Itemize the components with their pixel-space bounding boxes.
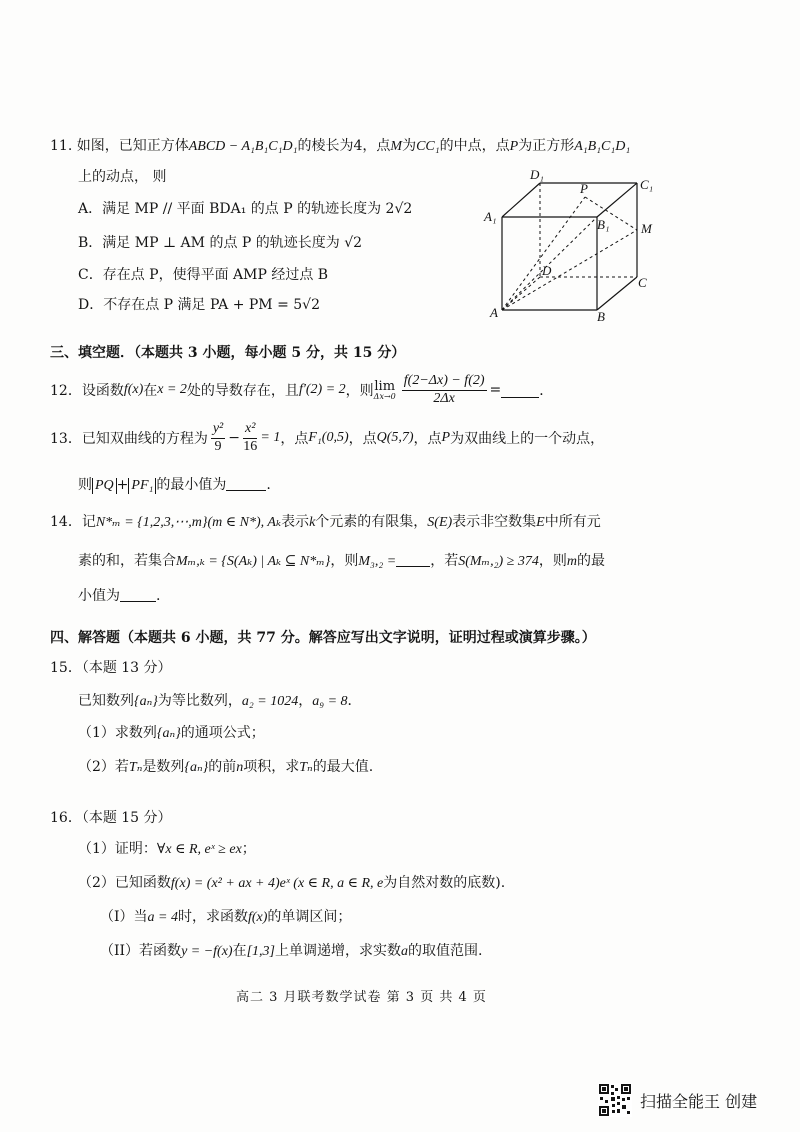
label-c: C [638,275,647,290]
q16-heading: 16．（本题 15 分） [50,810,172,826]
scanner-watermark [598,1083,757,1117]
q12: 12．设函数 f(x) 在 x = 2 处的导数存在，且 f′(2) = 2 ，则 lim Δx→0 $\frac{f(2-\Delta x) - f(2)}{2\Delta x}$ = ． [50,373,554,406]
q12-fraction: $\frac{f(2-\Delta x) - f(2)}{2\Delta x}$ [403,373,485,406]
q13-answer-blank [226,476,266,491]
cube-figure [480,165,670,325]
section4-title: 四、解答题（本题共 6 小题，共 77 分。解答应写出文字说明，证明过程或演算步骤。） [50,630,596,646]
qr-code-icon [598,1083,632,1117]
q13-line1: 13．已知双曲线的方程为 $\frac{\text{y²}}{9}$ − $\frac{\text{x²}}{16}$ = 1 ，点 F₁(0,5) ，点 Q(5,7) ，点 P 为双曲线上的一个动点， [50,421,605,454]
label-b: B [597,309,605,324]
edge-a1d1 [502,183,540,217]
q11-option-b: B．满足 MP ⊥ AM 的点 P 的轨迹长度为 √2 [78,235,363,251]
q15-heading: 15．（本题 13 分） [50,660,172,676]
page-footer: 高二 3 月联考数学试卷 第 3 页 共 4 页 [236,990,487,1005]
q12-answer-blank [501,383,539,398]
q16-subpart1: （I）当a = 4时，求函数f(x)的单调区间； [100,909,352,925]
q15-part2: （2）若Tₙ是数列{aₙ}的前n项积，求Tₙ的最大值. [78,759,374,775]
q16-subpart2: （II）若函数y = −f(x)在[1,3]上单调递增，求实数a的取值范围. [100,943,483,959]
q14-line1: 14．记N*ₘ = {1,2,3,⋯,m}(m ∈ N*), Aₖ表示k个元素的有限集，S(E)表示非空数集E中所有元 [50,514,601,530]
q14-line2: 素的和，若集合Mₘ,ₖ = {S(Aₖ) | Aₖ ⊆ N*ₘ}，则M₃,₂ = ，若S(Mₘ,₂) ≥ 374，则m的最 [78,553,605,569]
label-b1: B₁ [597,217,610,232]
segment-pm [585,197,637,230]
label-d1: D₁ [530,167,544,182]
q13-line2: 则 PQ + PF₁ 的最小值为 . [78,477,271,493]
q16-part1: （1）证明：∀x ∈ R, eˣ ≥ ex； [78,841,256,857]
label-a1: A₁ [484,209,497,224]
q16-part2: （2）已知函数f(x) = (x² + ax + 4)eˣ (x ∈ R, a ∈ R, e为自然对数的底数). [78,875,506,891]
label-d: D [542,263,552,278]
limit-operator: lim Δx→0 [373,378,396,401]
label-a: A [490,305,498,320]
q15-given: 已知数列{aₙ}为等比数列，a₂ = 1024，a₉ = 8． [78,693,362,709]
edge-c1b1 [597,183,637,217]
q11-stem: 11. 如图，已知正方体ABCD − A₁B₁C₁D₁的棱长为4，点M为CC₁的中点，点P为正方形A₁B₁C₁D₁ [50,138,631,154]
q11-option-a: A．满足 MP // 平面 BDA₁ 的点 P 的轨迹长度为 2√2 [78,201,413,217]
section3-title: 三、填空题．（本题共 3 小题，每小题 5 分，共 15 分） [50,345,406,361]
q14-answer-blank-1 [396,552,430,567]
q11-stem-line2: 上的动点， 则 [78,169,167,185]
q14-line3: 小值为 . [78,588,161,604]
q14-answer-blank-2 [120,587,156,602]
segment-ap [502,197,585,310]
label-c1: C₁ [640,177,654,192]
q15-part1: （1）求数列{aₙ}的通项公式； [78,725,265,741]
q11-option-c: C．存在点 P，使得平面 AMP 经过点 B [78,267,329,283]
watermark-text: 扫描全能王 创建 [640,1091,758,1111]
label-p: P [580,181,588,196]
q11-option-d: D．不存在点 P 满足 PA + PM = 5√2 [78,297,320,313]
edge-cb [597,277,637,310]
label-m: M [641,221,652,236]
segment-am [502,230,637,310]
